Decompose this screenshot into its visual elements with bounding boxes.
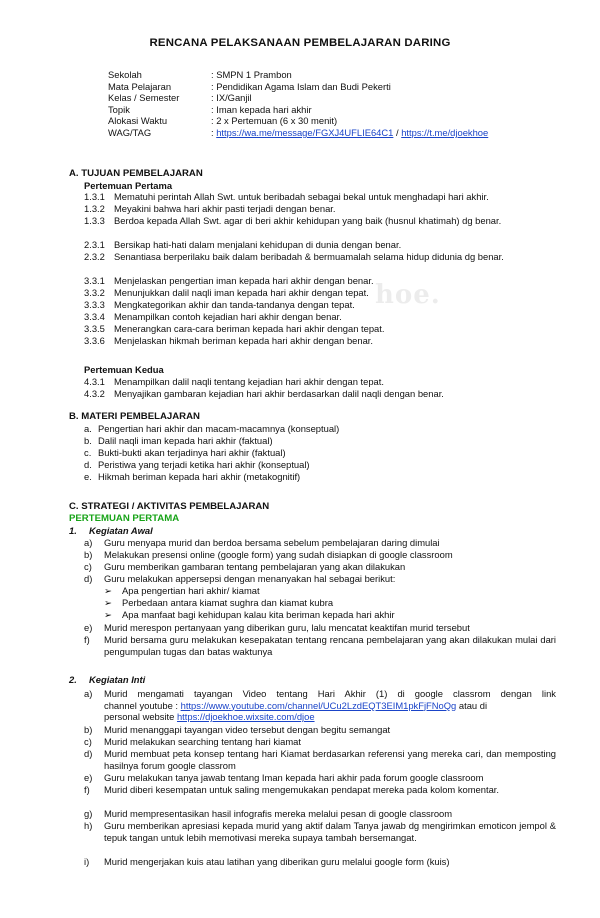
- material-item: e. Hikmah beriman kepada hari akhir (metakognitif): [84, 471, 301, 482]
- objective-item: 3.3.3 Mengkategorikan akhir dan tanda-tandanya dengan tepat.: [84, 299, 355, 310]
- apperception-bullet: ➢ Apa manfaat bagi kehidupan kalau kita beriman kepada hari akhir: [104, 609, 395, 620]
- material-item: b. Dalil naqli iman kepada hari akhir (faktual): [84, 435, 273, 446]
- identity-label: Mata Pelajaran: [108, 80, 172, 92]
- youtube-channel-link[interactable]: https://www.youtube.com/channel/UCu2LzdEQT3EIM1pkFjFNoQg: [180, 699, 457, 711]
- objective-item: 1.3.2 Meyakini bahwa hari akhir pasti terjadi dengan benar.: [84, 203, 336, 214]
- objective-item: 3.3.5 Menerangkan cara-cara beriman kepada hari akhir dengan tepat.: [84, 323, 385, 334]
- identity-label: Topik: [108, 103, 130, 115]
- material-item: d. Peristiwa yang terjadi ketika hari akhir (konseptual): [84, 459, 310, 470]
- objective-item: 3.3.2 Menunjukkan dalil naqli iman kepada hari akhir dengan tepat.: [84, 287, 369, 298]
- identity-value: : IX/Ganjil: [211, 92, 252, 104]
- objective-item: 2.3.2 Senantiasa berperilaku baik dalam beribadah & bermuamalah selama hidup didunia dg benar.: [84, 251, 504, 262]
- core-item: g) Murid mempresentasikan hasil infografis mereka melalui pesan di google classroom: [84, 808, 453, 819]
- opening-item: e) Murid merespon pertanyaan yang diberikan guru, lalu mencatat keaktifan murid tersebut: [84, 622, 470, 633]
- objective-item: 1.3.3 Berdoa kepada Allah Swt. agar di beri akhir kehidupan yang baik (husnul khatimah) dg benar.: [84, 215, 502, 226]
- material-item: a. Pengertian hari akhir dan macam-macamnya (konseptual): [84, 423, 340, 434]
- apperception-bullet: ➢ Apa pengertian hari akhir/ kiamat: [104, 585, 260, 596]
- identity-value: : Iman kepada hari akhir: [211, 103, 312, 115]
- meeting-2-heading: Pertemuan Kedua: [84, 364, 164, 375]
- arrow-bullet-icon: ➢: [104, 597, 112, 608]
- watermark: hoe.: [375, 280, 441, 310]
- identity-label: Sekolah: [108, 69, 142, 80]
- opening-item: a) Guru menyapa murid dan berdoa bersama sebelum pembelajaran daring dimulai: [84, 537, 440, 548]
- core-item: a) Murid mengamati tayangan Video tentang Hari Akhir (1) di google classrom dengan link channel youtube : https://www.youtube.com/channel/UCu2LzdEQT3EIM1pkFjFNoQg atau di personal website https://djoekhoe.wixsite.com/djoe: [84, 688, 556, 723]
- arrow-bullet-icon: ➢: [104, 609, 112, 620]
- core-item: d) Murid membuat peta konsep tentang hari Kiamat berdasarkan referensi yang mereka cari, dan memposting hasilnya forum google classrom: [84, 748, 556, 771]
- objective-item: 2.3.1 Bersikap hati-hati dalam menjalani kehidupan di dunia dengan benar.: [84, 239, 402, 250]
- opening-item: d) Guru melakukan appersepsi dengan menanyakan hal sebagai berikut:: [84, 573, 396, 584]
- opening-item: b) Melakukan presensi online (google form) yang sudah disiapkan di google classroom: [84, 549, 453, 560]
- section-c-heading: C. STRATEGI / AKTIVITAS PEMBELAJARAN: [69, 501, 270, 512]
- core-item: b) Murid menanggapi tayangan video tersebut dengan begitu semangat: [84, 724, 391, 735]
- activity-opening-heading: 1. Kegiatan Awal: [69, 525, 153, 536]
- identity-value: : 2 x Pertemuan (6 x 30 menit): [211, 115, 338, 127]
- opening-item: f) Murid bersama guru melakukan kesepakatan tentang rencana pembelajaran yang akan dilakukan mulai dari pengumpulan tugas dan batas waktunya: [84, 634, 556, 657]
- personal-website-link[interactable]: https://djoekhoe.wixsite.com/djoe: [176, 711, 315, 723]
- identity-row-school: [108, 69, 488, 81]
- identity-row-time: [108, 115, 488, 127]
- core-item: e) Guru melakukan tanya jawab tentang Iman kepada hari akhir pada forum google classroom: [84, 772, 484, 783]
- objective-item: 4.3.1 Menampilkan dalil naqli tentang kejadian hari akhir dengan tepat.: [84, 376, 384, 387]
- objective-item: 3.3.4 Menampilkan contoh kejadian hari akhir dengan benar.: [84, 311, 342, 322]
- objective-item: 1.3.1 Mematuhi perintah Allah Swt. untuk beribadah sebagai bekal untuk menghadapi hari akhir.: [84, 191, 489, 202]
- arrow-bullet-icon: ➢: [104, 585, 112, 596]
- identity-value: [211, 127, 488, 139]
- colon: :: [211, 126, 217, 138]
- telegram-link[interactable]: https://t.me/djoekhoe: [401, 126, 489, 138]
- identity-row-subject: [108, 81, 488, 93]
- section-a-heading: A. TUJUAN PEMBELAJARAN: [69, 168, 203, 179]
- activity-core-heading: 2. Kegiatan Inti: [69, 674, 146, 685]
- apperception-bullet: ➢ Perbedaan antara kiamat sughra dan kiamat kubra: [104, 597, 334, 608]
- core-item: f) Murid diberi kesempatan untuk saling mengemukakan pendapat mereka pada kolom komentar.: [84, 784, 500, 795]
- meeting-label: PERTEMUAN PERTAMA: [69, 513, 180, 524]
- identity-row-topic: [108, 104, 488, 116]
- objective-item: 4.3.2 Menyajikan gambaran kejadian hari akhir berdasarkan dalil naqli dengan benar.: [84, 388, 444, 399]
- section-b-heading: B. MATERI PEMBELAJARAN: [69, 411, 200, 422]
- identity-label: Alokasi Waktu: [108, 115, 168, 127]
- identity-label: WAG/TAG: [108, 126, 152, 138]
- identity-value: : Pendidikan Agama Islam dan Budi Pekerti: [211, 80, 391, 92]
- objective-item: 3.3.6 Menjelaskan hikmah beriman kepada hari akhir dengan benar.: [84, 335, 374, 346]
- separator: /: [393, 126, 402, 138]
- identity-value: : SMPN 1 Prambon: [211, 69, 292, 80]
- core-item: i) Murid mengerjakan kuis atau latihan yang diberikan guru melalui google form (kuis): [84, 856, 450, 867]
- material-item: c. Bukti-bukti akan terjadinya hari akhir (faktual): [84, 447, 286, 458]
- core-item: c) Murid melakukan searching tentang hari kiamat: [84, 736, 301, 747]
- identity-label: Kelas / Semester: [108, 92, 180, 104]
- identity-row-wag: [108, 127, 488, 139]
- meeting-1-heading: Pertemuan Pertama: [84, 180, 173, 191]
- core-item: h) Guru memberikan apresiasi kepada murid yang aktif dalam Tanya jawab dg mengirimkan emoticon jempol & tepuk tangan untuk lebih memotivasi mereka supaya tambah bersemangat.: [84, 820, 556, 843]
- opening-item: c) Guru memberikan gambaran tentang pembelajaran yang akan dilakukan: [84, 561, 406, 572]
- identity-row-class: [108, 92, 488, 104]
- document-title: RENCANA PELAKSANAAN PEMBELAJARAN DARING: [149, 37, 451, 49]
- identity-table: [108, 69, 488, 139]
- whatsapp-link[interactable]: https://wa.me/message/FGXJ4UFLIE64C1: [216, 126, 394, 138]
- objective-item: 3.3.1 Menjelaskan pengertian iman kepada hari akhir dengan benar.: [84, 275, 374, 286]
